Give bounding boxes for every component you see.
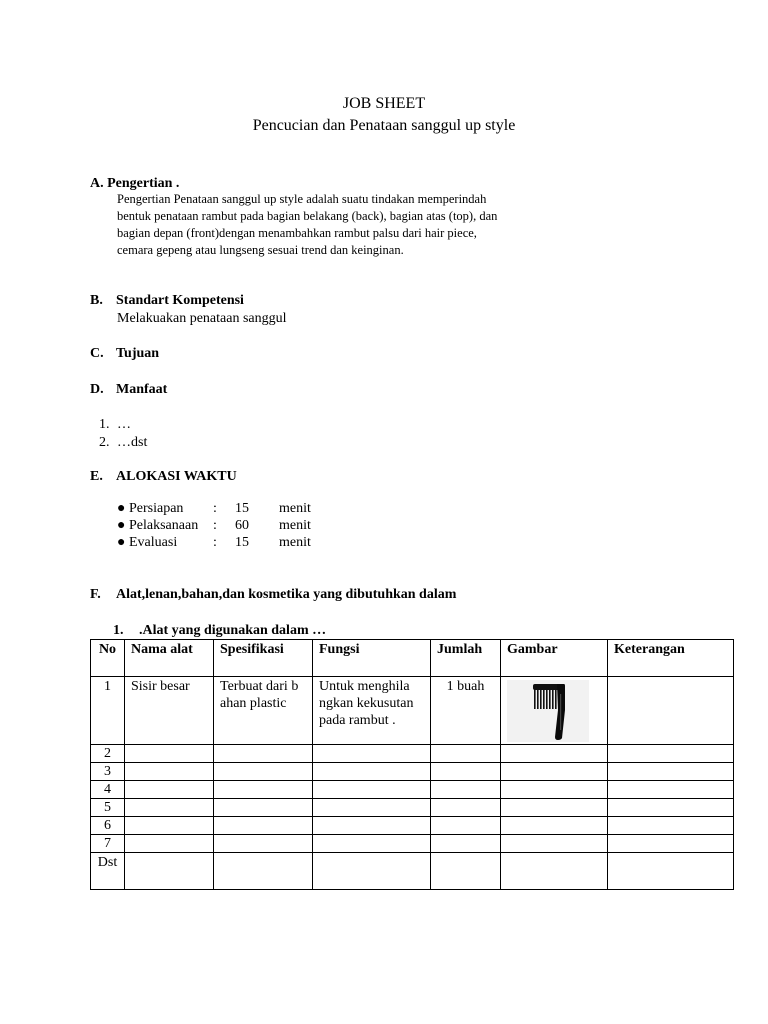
tools-table: [90, 639, 734, 890]
section-f-heading: [90, 586, 456, 604]
section-d-title: Manfaat: [116, 382, 168, 397]
list-item: 2. …dst: [99, 435, 148, 450]
table-cell: [501, 677, 608, 745]
table-cell: [608, 677, 734, 745]
column-header: Fungsi: [313, 640, 431, 677]
section-f-subheading: 1. .Alat yang digunakan dalam …: [113, 623, 327, 638]
table-cell: 6: [91, 817, 125, 835]
bullet-icon: ●: [117, 501, 126, 516]
table-row: [91, 817, 734, 835]
table-row: [91, 853, 734, 890]
section-a-line: cemara gepeng atau lungseng sesuai trend dan keinginan.: [117, 243, 404, 257]
table-row: [91, 781, 734, 799]
section-f-letter: F.: [90, 587, 101, 602]
manfaat-list: [99, 416, 147, 452]
time-allocation-row: ● Evaluasi : 15 menit: [117, 535, 311, 550]
time-allocation-list: [117, 500, 311, 551]
comb-icon: [507, 680, 589, 742]
page-title: JOB SHEET: [342, 95, 426, 112]
column-header: Jumlah: [431, 640, 501, 677]
section-b-title: Standart Kompetensi: [116, 293, 244, 308]
section-a-line: bagian depan (front)dengan menambahkan rambut palsu dari hair piece,: [117, 226, 477, 240]
section-a-line: Pengertian Penataan sanggul up style adalah suatu tindakan memperindah: [117, 192, 487, 206]
table-cell: 3: [91, 763, 125, 781]
page-subtitle: Pencucian dan Penataan sanggul up style: [252, 117, 516, 134]
section-a-line: bentuk penataan rambut pada bagian belakang (back), bagian atas (top), dan: [117, 209, 498, 223]
table-cell: 2: [91, 745, 125, 763]
time-allocation-row: ● Pelaksanaan : 60 menit: [117, 518, 311, 533]
section-f-title: Alat,lenan,bahan,dan kosmetika yang dibutuhkan dalam: [116, 587, 457, 602]
table-cell: 5: [91, 799, 125, 817]
table-row: [91, 745, 734, 763]
table-cell: Terbuat dari b ahan plastic: [214, 677, 313, 745]
table-cell: 1 buah: [431, 677, 501, 745]
section-e-heading: [90, 468, 237, 486]
column-header: Nama alat: [125, 640, 214, 677]
list-item: 1. …: [99, 417, 131, 432]
section-e-title: ALOKASI WAKTU: [116, 469, 237, 484]
table-row: [91, 799, 734, 817]
table-cell: Sisir besar: [125, 677, 214, 745]
section-a-heading: A. Pengertian .: [90, 176, 180, 191]
section-b-heading: [90, 292, 244, 310]
section-b-letter: B.: [90, 293, 103, 308]
table-header-row: [91, 640, 734, 677]
section-a-paragraph: [117, 191, 557, 259]
section-c-title: Tujuan: [116, 346, 160, 361]
column-header: Keterangan: [608, 640, 734, 677]
table-cell: 7: [91, 835, 125, 853]
table-row: [91, 835, 734, 853]
table-row: [91, 763, 734, 781]
column-header: No: [91, 640, 125, 677]
section-d-letter: D.: [90, 382, 104, 397]
table-row: [91, 677, 734, 745]
section-c-letter: C.: [90, 346, 104, 361]
section-d-heading: [90, 381, 167, 399]
table-cell: 1: [91, 677, 125, 745]
section-e-letter: E.: [90, 469, 103, 484]
table-cell: 4: [91, 781, 125, 799]
section-b-text: Melakuakan penataan sanggul: [117, 311, 287, 326]
column-header: Spesifikasi: [214, 640, 313, 677]
time-allocation-row: ● Persiapan : 15 menit: [117, 501, 311, 516]
table-cell: Untuk menghila ngkan kekusutan pada rambut .: [313, 677, 431, 745]
section-c-heading: [90, 345, 159, 363]
column-header: Gambar: [501, 640, 608, 677]
bullet-icon: ●: [117, 518, 126, 533]
bullet-icon: ●: [117, 535, 126, 550]
table-cell: Dst: [91, 853, 125, 890]
